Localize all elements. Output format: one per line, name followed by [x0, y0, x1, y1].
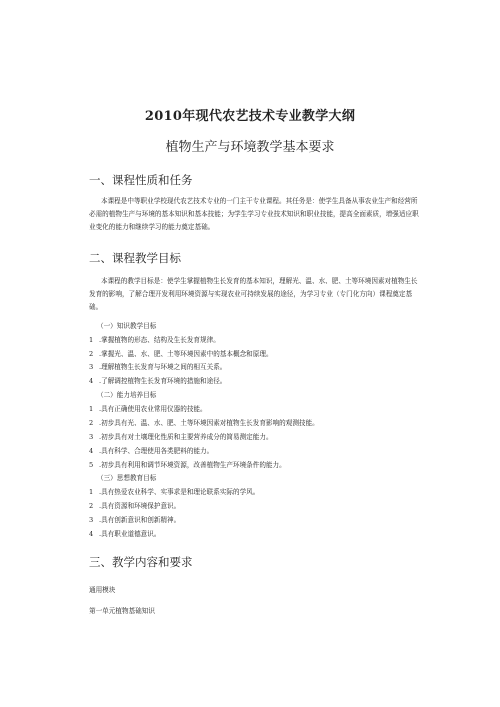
list-item: 1 .具有热爱农业科学、实事求是和理论联系实际的学风。	[89, 488, 260, 496]
list-item: 4 .具有职业道德意识。	[89, 530, 161, 538]
section2-paragraph	[89, 275, 421, 314]
list-item: 1 .具有正确使用农业常用仪器的技能。	[89, 405, 207, 413]
list-item: 1 .掌握植物的形态、结构及生长发育规律。	[89, 336, 220, 344]
group-ability-label: （二）能力培养目标	[97, 391, 157, 399]
list-item: 5 .初步具有利用和调节环境资源，改善植物生产环境条件的能力。	[89, 461, 286, 469]
section2-paragraph-text: 本课程的教学目标是：使学生掌握植物生长发育的基本知识，理解光、温、水、肥、土等环境因素对植物生长发育的影响，了解合理开发利用环境资源与实现农业可持续发展的途径，为学习专业（专门化方向）课程奠定基础。	[89, 277, 418, 311]
unit-label: 第一单元植物基础知识	[89, 607, 155, 615]
document-title: 2010年现代农艺技术专业教学大纲	[144, 109, 356, 124]
list-item: 2 .初步具有光、温、水、肥、土等环境因素对植物生长发育影响的观测技能。	[89, 419, 319, 427]
section1-paragraph	[89, 195, 421, 234]
section1-paragraph-text: 本课程是中等职业学校现代农艺技术专业的一门主干专业课程。其任务是：使学生具备从事农业生产和经营所必需的植物生产与环境的基本知识和基本技能；为学生学习专业技术知识和职业技能，提高全面素质，增强适应职业变化的能力和继续学习的能力奠定基础。	[89, 197, 419, 231]
list-item: 4 .具有科学、合理使用各类肥料的能力。	[89, 447, 214, 455]
section1-heading: 一、课程性质和任务	[89, 173, 193, 187]
list-item: 4 .了解调控植物生长发育环境的措施和途径。	[89, 377, 227, 385]
section2-heading: 二、课程教学目标	[89, 251, 181, 265]
module-label: 通用模块	[89, 586, 116, 594]
section3-heading: 三、教学内容和要求	[89, 555, 193, 569]
list-item: 3 .初步具有对土壤理化性质和主要营养成分的简易测定能力。	[89, 433, 273, 441]
list-item: 3 .理解植物生长发育与环境之间的相互关系。	[89, 363, 227, 371]
group-ideology-label: （三）思想教育目标	[97, 474, 157, 482]
list-item: 3 .具有创新意识和创新精神。	[89, 516, 181, 524]
list-item: 2 .具有资源和环境保护意识。	[89, 502, 181, 510]
list-item: 2 .掌握光、温、水、肥、土等环境因素中的基本概念和原理。	[89, 350, 273, 358]
group-knowledge-label: （一）知识教学目标	[97, 322, 157, 330]
document-subtitle: 植物生产与环境教学基本要求	[165, 140, 335, 155]
